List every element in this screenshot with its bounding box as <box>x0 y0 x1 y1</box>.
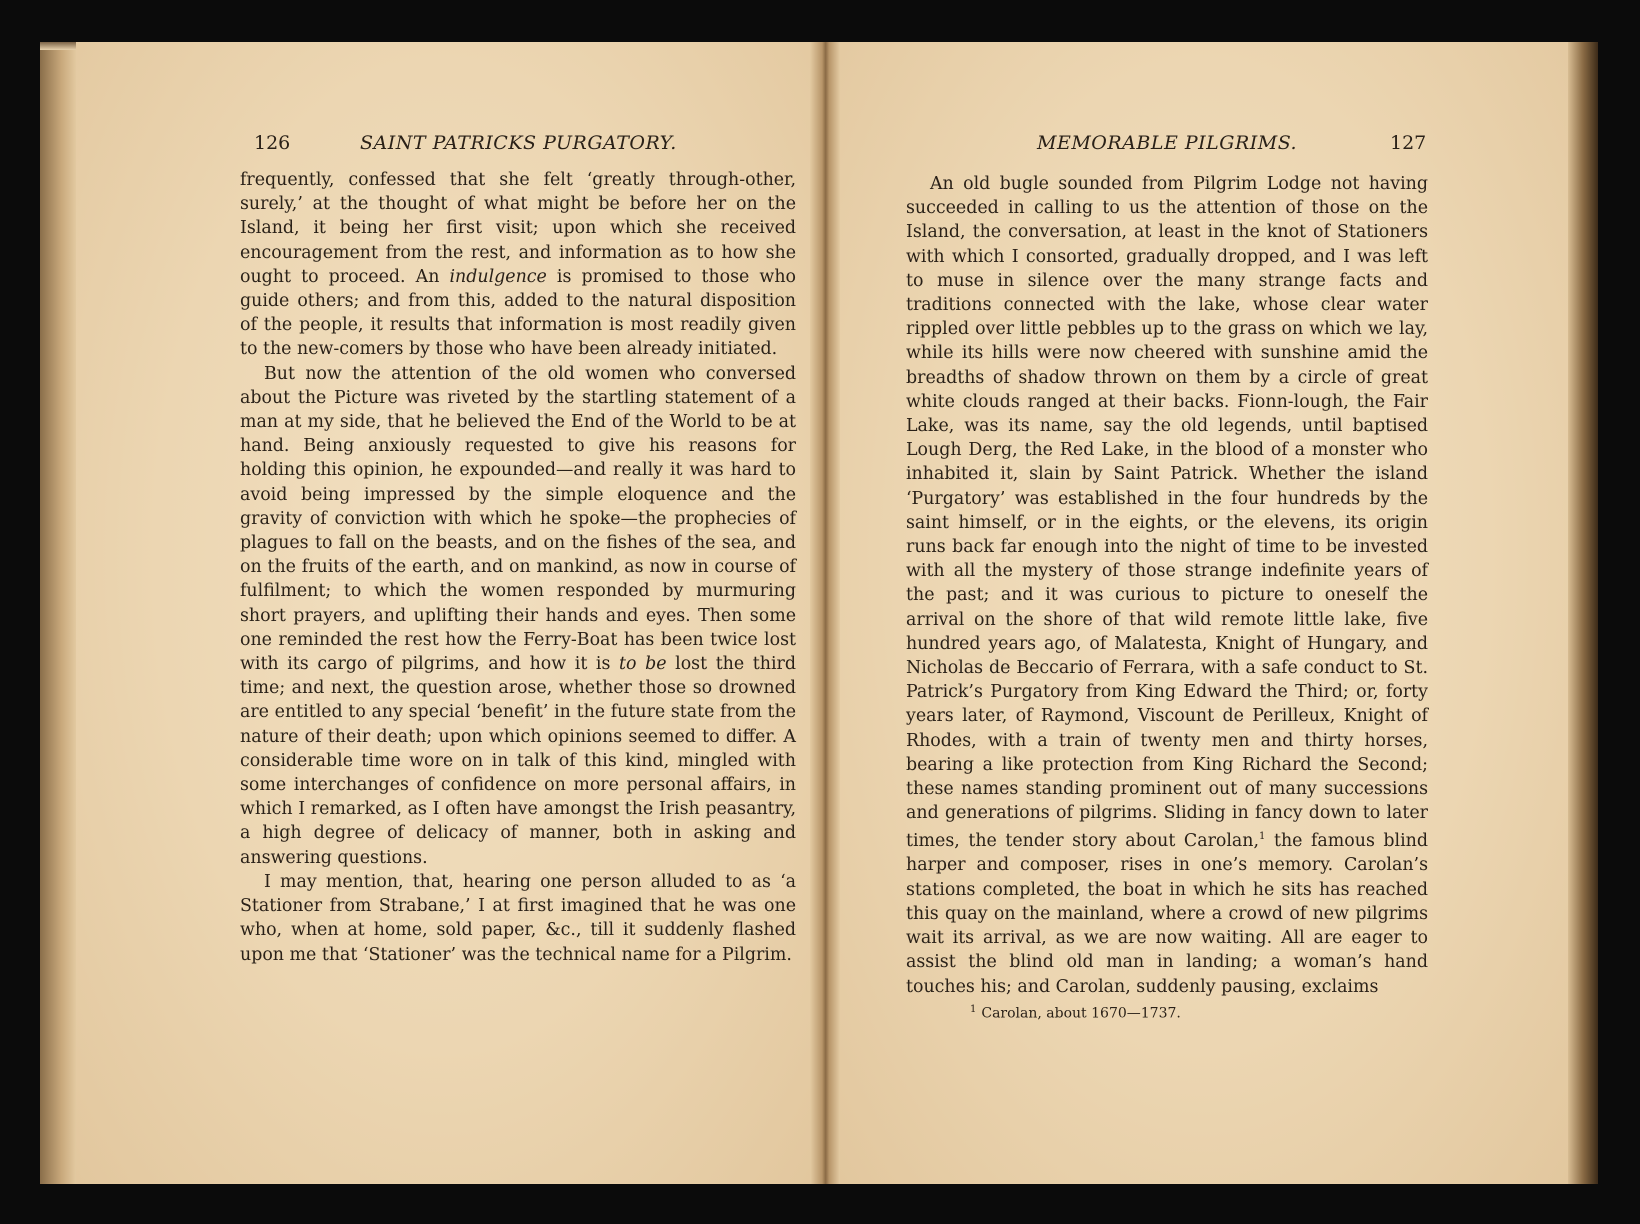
book-gutter <box>810 42 840 1184</box>
right-page-number: 127 <box>1390 132 1427 154</box>
right-page-body <box>906 172 1428 999</box>
text-run: is promised to those who guide others; and from this, added to the natural disposition of the people, it results that information is most readily given to the new-comers by those who have been already initiated. <box>240 266 796 360</box>
footnote-ref: 1 <box>1259 831 1266 843</box>
book-edge-left <box>40 42 76 1184</box>
footnote-text: Carolan, about 1670—1737. <box>981 1005 1181 1022</box>
italic-text: to be <box>619 654 667 675</box>
open-book <box>40 42 1598 1184</box>
paragraph <box>240 168 796 362</box>
book-edge-right <box>1568 42 1598 1184</box>
paragraph <box>906 172 1428 999</box>
text-run: But now the attention of the old women who conversed about the Picture was riveted by the startling statement of a man at my side, that he believed the End of the World to be at hand. Being anxiously requested to give his reasons for holding this opinion, he expounded—and really it was hard to avoid being impressed by the simple eloquence and the gravity of conviction with which he spoke—the prophecies of plagues to fall on the beasts, and on the fishes of the sea, and on the fruits of the earth, and on mankind, as now in course of fulfilment; to which the women responded by murmuring short prayers, and uplifting their hands and eyes. Then some one reminded the rest how the Ferry-Boat has been twice lost with its cargo of pilgrims, and how it is <box>240 363 796 675</box>
right-page <box>840 42 1568 1184</box>
left-page-number: 126 <box>254 132 291 154</box>
footnote <box>970 1004 1181 1022</box>
paragraph <box>240 870 796 967</box>
paragraph <box>240 362 796 870</box>
text-run: frequently, confessed that she felt ‘greatly through-other, surely,’ at the thought of what might be before her on the Island, it being her first visit; upon which she received encouragement from the rest, and information as to how she ought to proceed. An <box>240 170 796 287</box>
left-page-body <box>240 168 796 967</box>
italic-text: indulgence <box>449 266 547 287</box>
text-run: I may mention, that, hearing one person alluded to as ‘a Stationer from Strabane,’ I at first imagined that he was one who, when at home, sold paper, &c., till it suddenly flashed upon me that ‘Stationer’ was the technical name for a Pilgrim. <box>240 871 796 965</box>
text-run: An old bugle sounded from Pilgrim Lodge not having succeeded in calling to us the attention of those on the Island, the conversation, at least in the knot of Stationers with which I consorted, gradually dropped, and I was left to muse in silence over the many strange facts and traditions connected with the lake, whose clear water rippled over little pebbles up to the grass on which we lay, while its hills were now cheered with sunshine amid the breadths of shadow thrown on them by a circle of great white clouds ranged at their backs. Fionn-lough, the Fair Lake, was its name, say the old legends, until baptised Lough Derg, the Red Lake, in the blood of a monster who inhabited it, slain by Saint Patrick. Whether the island ‘Purgatory’ was established in the four hundreds by the saint himself, or in the eights, or the elevens, its origin runs back far enough into the night of time to be invested with all the mystery of those strange indefinite years of the past; and it was curious to picture to oneself the arrival on the shore of that wild remote little lake, five hundred years ago, of Malatesta, Knight of Hungary, and Nicholas de Beccario of Ferrara, with a safe conduct to St. Patrick’s Purgatory from King Edward the Third; or, forty years later, of Raymond, Viscount de Perilleux, Knight of Rhodes, with a train of twenty men and thirty horses, bearing a like protection from King Richard the Second; these names standing prominent out of many successions and generations of pilgrims. Sliding in fancy down to later times, the tender story about Carolan, <box>906 174 1428 852</box>
right-running-title: MEMORABLE PILGRIMS. <box>1037 132 1298 154</box>
footnote-mark: 1 <box>970 1004 977 1015</box>
left-running-title: SAINT PATRICKS PURGATORY. <box>360 132 677 154</box>
left-page <box>76 42 810 1184</box>
text-run: lost the third time; and next, the question arose, whether those so drowned are entitled to any special ‘benefit’ in the future state from the nature of their death; upon which opinions seemed to differ. A considerable time wore on in talk of this kind, mingled with some interchanges of confidence on more personal affairs, in which I remarked, as I often have amongst the Irish peasantry, a high degree of delicacy of manner, both in asking and answering questions. <box>240 654 796 868</box>
text-run: the famous blind harper and composer, rises in one’s memory. Carolan’s stations completed, the boat in which he sits has reached this quay on the mainland, where a crowd of new pilgrims wait its arrival, as we are now waiting. All are eager to assist the blind old man in landing; a woman’s hand touches his; and Carolan, suddenly pausing, exclaims <box>906 831 1429 997</box>
